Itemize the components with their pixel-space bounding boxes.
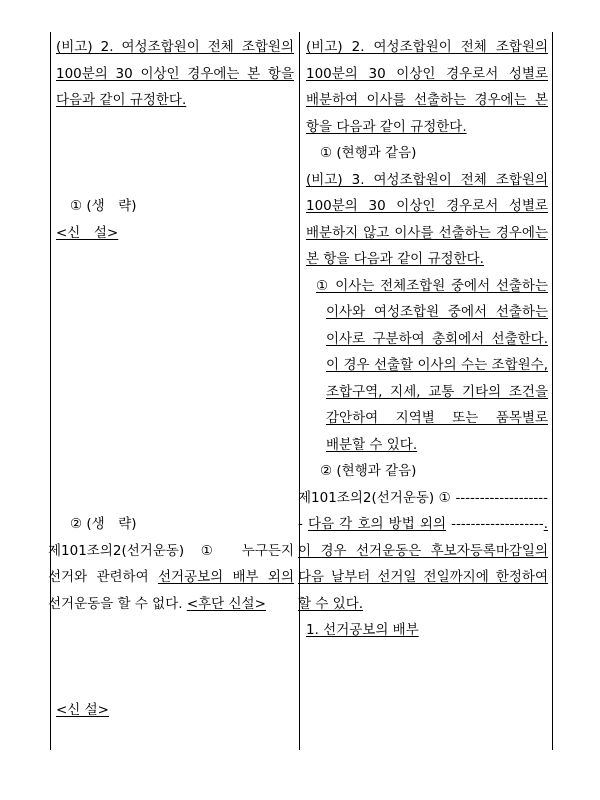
right-article-dash-1: -------------------- <box>298 489 548 532</box>
left-article-101-2 <box>48 538 294 618</box>
left-article-text-tail: 선거운동을 할 수 없다. <box>48 595 187 612</box>
left-new-marker-1: <신 설> <box>56 224 119 241</box>
right-paragraph-2: ② (현행과 같음) <box>320 463 417 479</box>
right-note-3: (비고) 3. 여성조합원이 전체 조합원의 100분의 30 이상인 경우로서 성별로 배분하지 않고 이사를 선출하는 경우에는 본 항을 다음과 같이 규정한다. <box>306 171 548 267</box>
left-article-text-underlined: 선거공보의 배부 외의 <box>157 569 295 585</box>
right-article-title: 제101조의2(선거운동) <box>298 489 435 506</box>
left-article-text-lead: ① 누구든지 선거와 관련하여 <box>48 542 294 585</box>
right-article-dash-2: ------------------- <box>451 516 544 532</box>
table-border-left <box>50 32 51 750</box>
right-article-text-underlined-2: . 이 경우 선거운동은 후보자등록마감일의 다음 날부터 선거일 전일까지에 한정하여 할 수 있다. <box>298 516 548 612</box>
left-note-2: (비고) 2. 여성조합원이 전체 조합원의 100분의 30 이상인 경우에는 본 항을 다음과 같이 규정한다. <box>56 39 294 108</box>
right-note-3-item: ① 이사는 전체조합원 중에서 선출하는 이사와 여성조합원 중에서 선출하는 이사로 구분하여 총회에서 선출한다. 이 경우 선출할 이사의 수는 조합원수, 조합구역, 지세, 교통 기타의 조건을 감안하여 지역별 또는 품목별로 배분할 수 있다. <box>316 277 548 453</box>
left-article-new-marker: <후단 신설> <box>186 595 266 612</box>
right-article-101-2 <box>298 485 548 618</box>
table-border-middle <box>299 32 300 750</box>
right-item-1: 1. 선거공보의 배부 <box>306 622 419 638</box>
table-border-right <box>552 32 553 750</box>
left-new-marker-2: <신 설> <box>56 701 109 718</box>
right-note-2: (비고) 2. 여성조합원이 전체 조합원의 100분의 30 이상인 경우로서 성별로 배분하여 이사를 선출하는 경우에는 본 항을 다음과 같이 규정한다. <box>306 39 548 135</box>
left-paragraph-1: ① (생 략) <box>70 198 137 214</box>
right-article-text-underlined-1: 다음 각 호의 방법 외의 <box>308 516 446 532</box>
revised-text-column <box>298 34 548 644</box>
left-paragraph-2: ② (생 략) <box>70 516 137 532</box>
left-article-title: 제101조의2(선거운동) <box>48 542 185 559</box>
current-text-column <box>48 34 295 723</box>
right-paragraph-1: ① (현행과 같음) <box>320 145 417 161</box>
right-article-text-lead: ① <box>438 489 456 506</box>
